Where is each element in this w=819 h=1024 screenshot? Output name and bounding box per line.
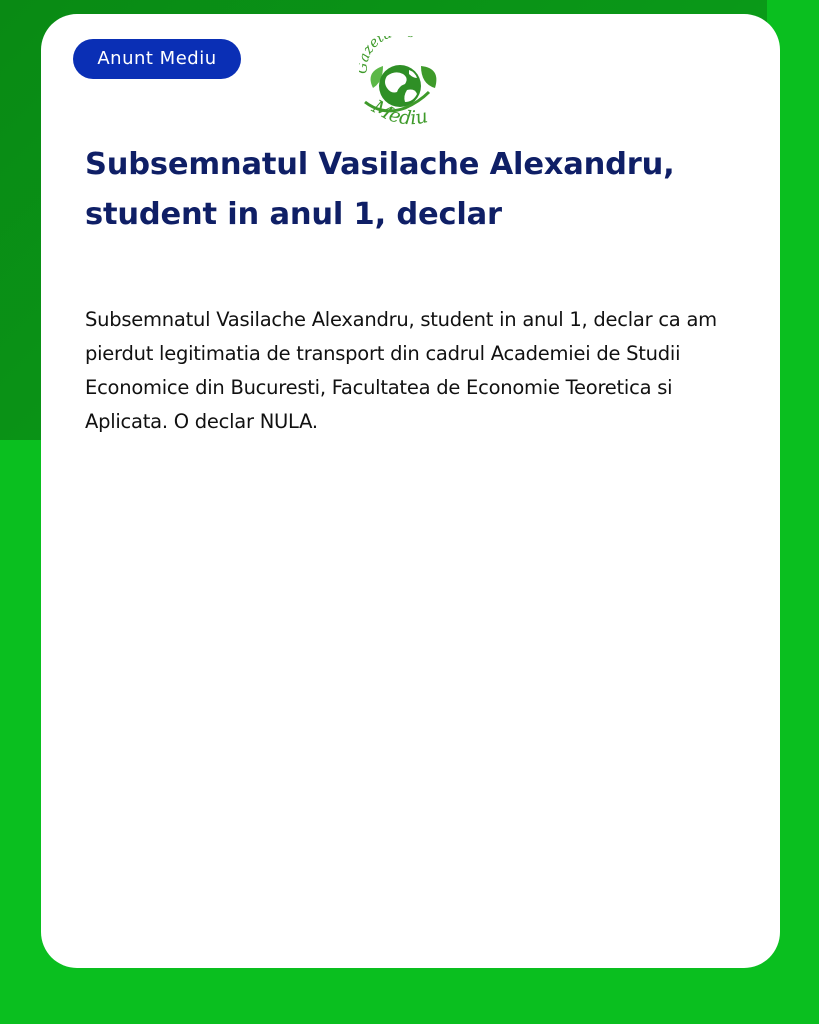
announcement-card xyxy=(41,14,780,968)
article-body: Subsemnatul Vasilache Alexandru, student in anul 1, declar ca am pierdut legitimatia de transport din cadrul Academiei de Studii Economice din Bucuresti, Facultatea de Economie Teoretica si Aplicata. O declar NULA. xyxy=(85,308,717,433)
globe-leaf-icon xyxy=(359,36,443,132)
gazeta-de-mediu-logo xyxy=(359,36,443,132)
logo-top-text: zet xyxy=(359,36,387,57)
logo-bottom-text: Mediu xyxy=(368,95,430,130)
article-title: Subsemnatul Vasilache Alexandru, student in anul 1, declar xyxy=(85,147,675,232)
category-badge[interactable]: Anunt Mediu xyxy=(73,39,241,79)
